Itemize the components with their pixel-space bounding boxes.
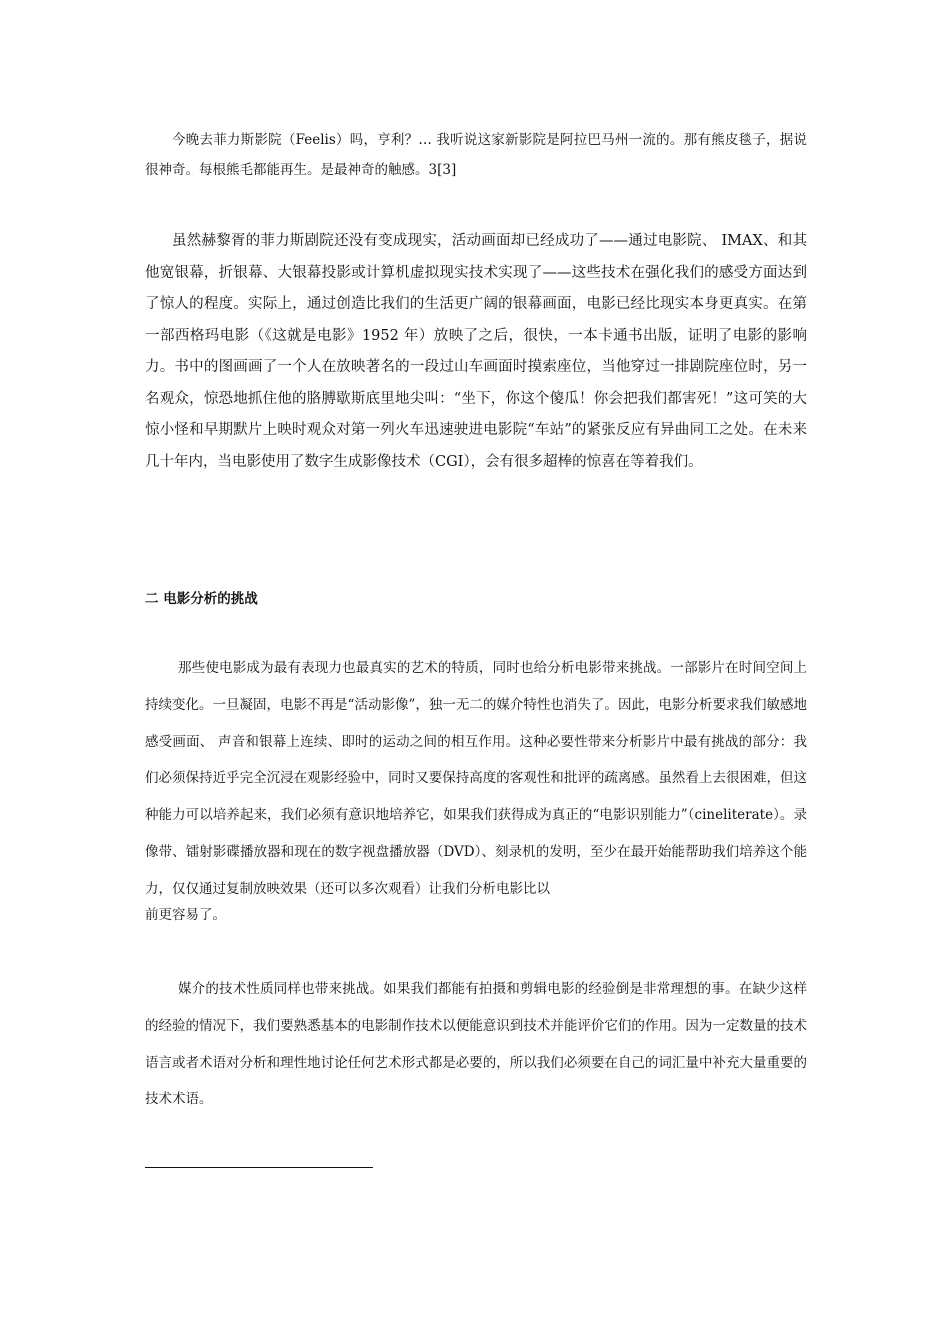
body-paragraph-2: 那些使电影成为最有表现力也最真实的艺术的特质，同时也给分析电影带来挑战。一部影片在时间空间上持续变化。一旦凝固，电影不再是“活动影像”，独一无二的媒介特性也消失了。因此，电影分析要求我们敏感地感受画面、 声音和银幕上连续、即时的运动之间的相互作用。这种必要性带来分析影片中最有挑战的部分：我们必须保持近乎完全沉浸在观影经验中，同时又要保持高度的客观性和批评的疏离感。虽然看上去很困难，但这种能力可以培养起来，我们必须有意识地培养它，如果我们获得成为真正的“电影识别能力”（cineliterate）。录像带、镭射影碟播放器和现在的数字视盘播放器（DVD）、刻录机的发明，至少在最开始能帮助我们培养这个能力，仅仅通过复制放映效果（还可以多次观看）让我们分析电影比以 <box>145 660 807 897</box>
body-paragraph-2-tail: 前更容易了。 <box>145 907 226 923</box>
opening-quote: 今晚去菲力斯影院（Feelis）吗，亨利？… 我听说这家新影院是阿拉巴马州一流的。那有熊皮毯子，据说很神奇。每根熊毛都能再生。是最神奇的触感。3[3] <box>145 132 807 178</box>
section-heading: 二 电影分析的挑战 <box>145 591 258 607</box>
body-paragraph-3: 媒介的技术性质同样也带来挑战。如果我们都能有拍摄和剪辑电影的经验倒是非常理想的事。在缺少这样的经验的情况下，我们要熟悉基本的电影制作技术以便能意识到技术并能评价它们的作用。因为一定数量的技术语言或者术语对分析和理性地讨论任何艺术形式都是必要的，所以我们必须要在自己的词汇量中补充大量重要的技术术语。 <box>145 981 807 1108</box>
body-paragraph-1: 虽然赫黎胥的菲力斯剧院还没有变成现实，活动画面却已经成功了——通过电影院、 IMAX、和其他宽银幕，折银幕、大银幕投影或计算机虚拟现实技术实现了——这些技术在强化我们的感受方面达到了惊人的程度。实际上，通过创造比我们的生活更广阔的银幕画面，电影已经比现实本身更真实。在第一部西格玛电影（《这就是电影》1952 年）放映了之后，很快，一本卡通书出版，证明了电影的影响力。书中的图画画了一个人在放映著名的一段过山车画面时摸索座位，当他穿过一排剧院座位时，另一名观众，惊恐地抓住他的胳膊歇斯底里地尖叫：“坐下，你这个傻瓜！你会把我们都害死！”这可笑的大惊小怪和早期默片上映时观众对第一列火车迅速驶进电影院“车站”的紧张反应有异曲同工之处。在未来几十年内，当电影使用了数字生成影像技术（CGI），会有很多超棒的惊喜在等着我们。 <box>145 233 807 470</box>
footnote-divider <box>145 1167 373 1168</box>
